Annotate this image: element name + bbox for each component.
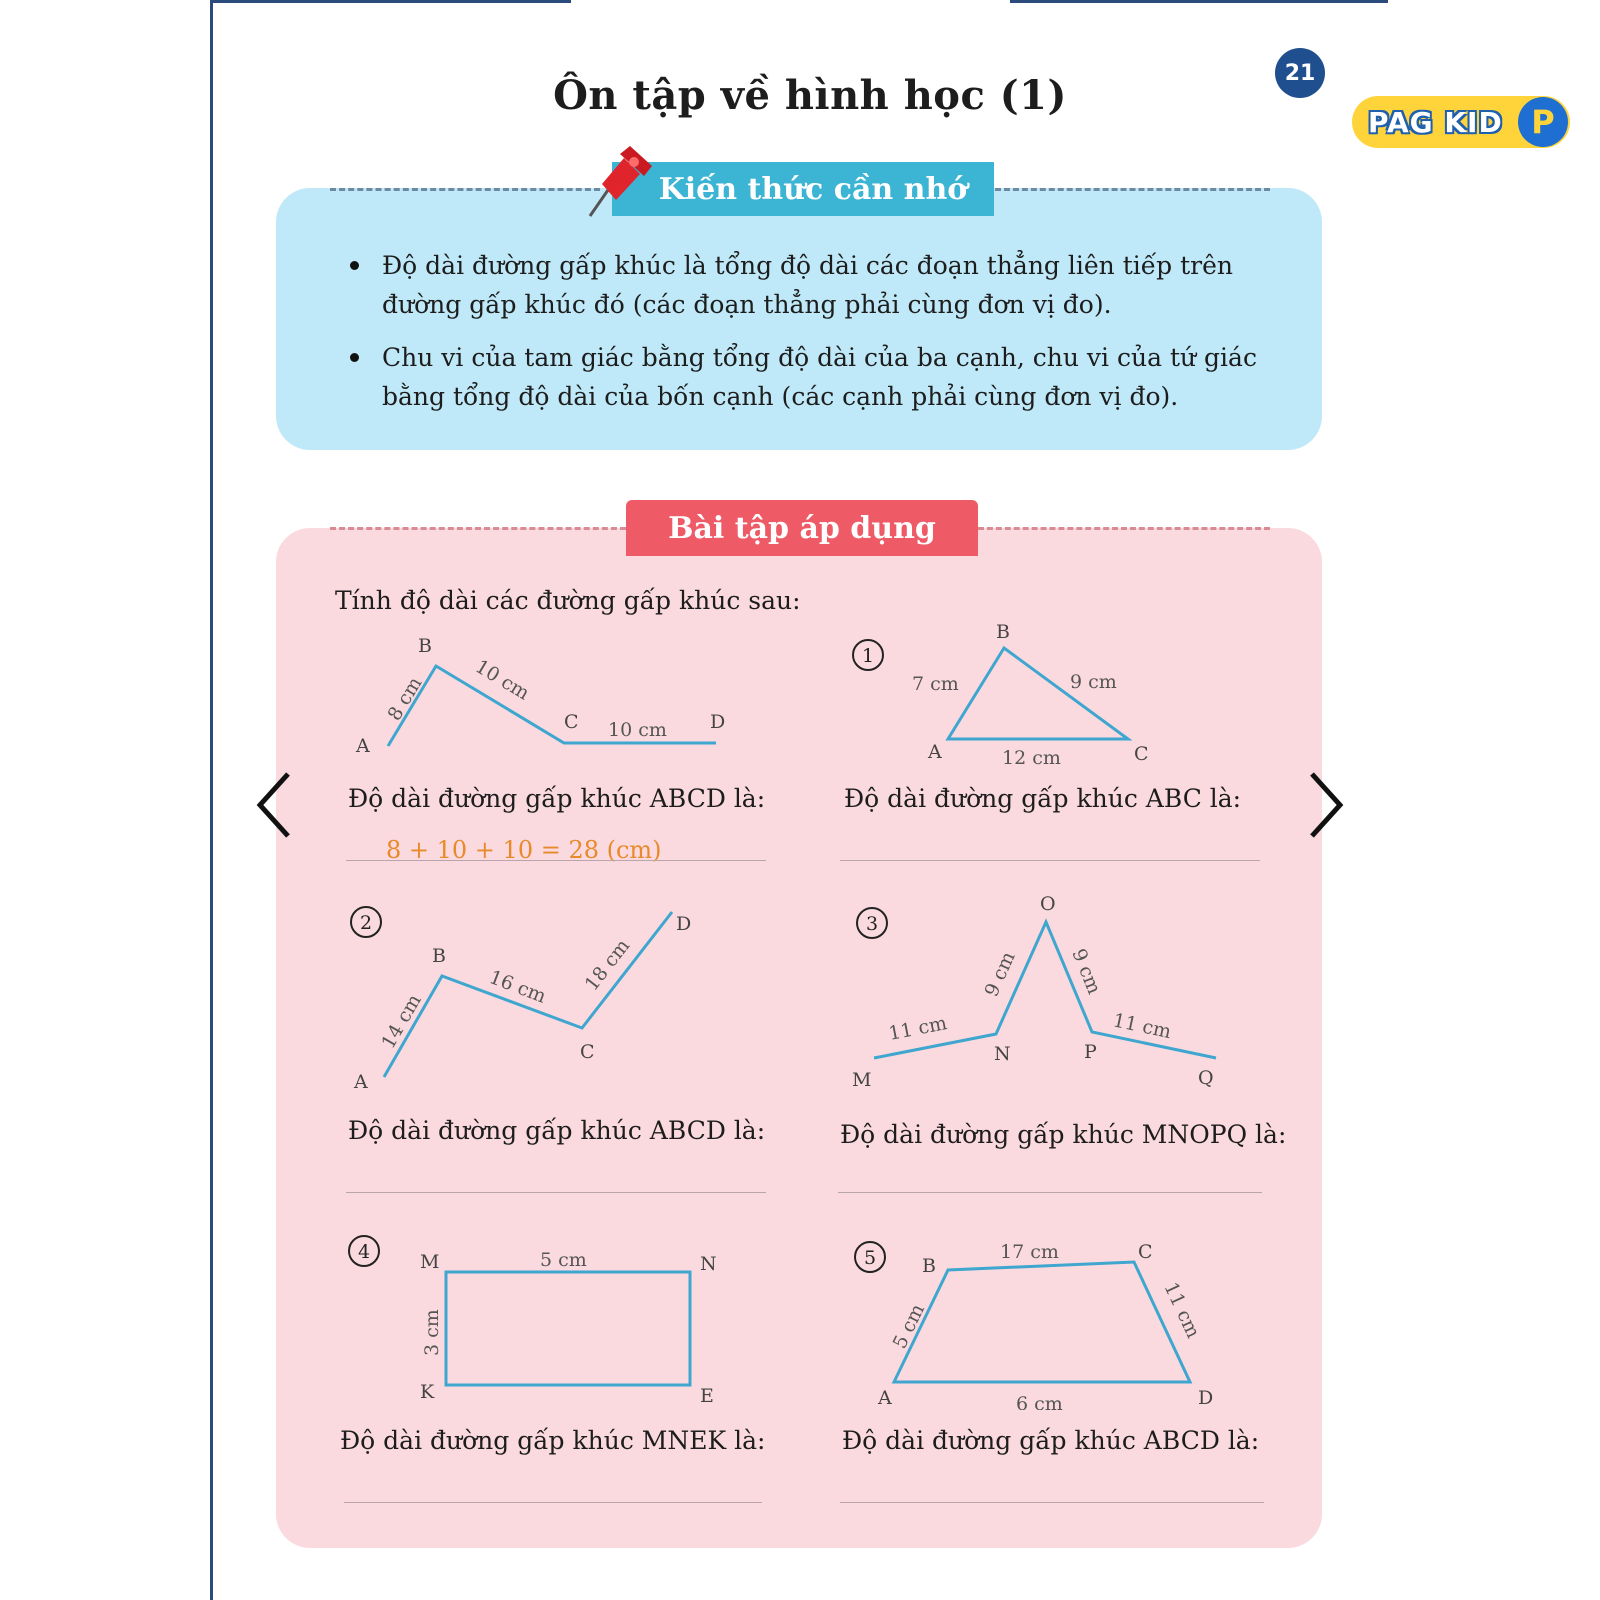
point-label: C [1138,1241,1153,1263]
pushpin-icon [588,144,660,220]
q2-question-label: Độ dài đường gấp khúc ABCD là: [348,1116,766,1145]
answer-line-q3 [838,1192,1262,1193]
q5-question-label: Độ dài đường gấp khúc ABCD là: [842,1426,1260,1455]
point-label: E [700,1385,714,1407]
point-label: D [676,913,692,935]
length-label: 11 cm [886,1012,949,1045]
length-label: 9 cm [980,948,1020,1001]
question-number: 3 [866,913,879,935]
q3-polyline-figure [846,890,1226,1100]
q4-question-label: Độ dài đường gấp khúc MNEK là: [340,1426,766,1455]
q4-rectangle-figure [340,1220,740,1410]
length-label: 6 cm [1016,1393,1063,1410]
example-answer: 8 + 10 + 10 = 28 (cm) [386,836,662,864]
point-label: C [1134,743,1149,765]
point-label: B [432,945,446,967]
knowledge-dash-right [995,188,1270,191]
length-label: 10 cm [608,719,667,741]
page-top-border-right [1010,0,1388,3]
question-number: 4 [358,1241,371,1263]
answer-line-example [346,860,766,861]
length-label: 17 cm [1000,1241,1059,1263]
knowledge-dash-left [330,188,600,191]
point-label: P [1084,1041,1097,1063]
q5-trapezoid-figure [846,1220,1226,1410]
example-polyline-figure [350,630,740,760]
length-label: 14 cm [377,990,426,1053]
bullet-icon [350,261,359,270]
length-label: 5 cm [540,1249,587,1271]
length-label: 11 cm [1110,1009,1174,1044]
point-label: D [1198,1387,1214,1409]
point-label: N [700,1253,717,1275]
q5-trapezoid [894,1262,1190,1382]
question-number: 5 [864,1247,877,1269]
point-label: B [996,622,1010,643]
example-question-label: Độ dài đường gấp khúc ABCD là: [348,784,766,813]
length-label: 5 cm [888,1300,930,1353]
chevron-right-icon[interactable] [1306,770,1346,840]
length-label: 7 cm [912,673,959,695]
question-number: 2 [360,912,373,934]
point-label: B [418,635,432,657]
logo-text: PAG KID [1368,105,1503,139]
point-label: N [994,1043,1011,1065]
q3-question-label: Độ dài đường gấp khúc MNOPQ là: [840,1120,1287,1149]
length-label: 16 cm [486,966,550,1008]
exercise-dash-left [330,527,626,530]
point-label: M [852,1069,872,1091]
chevron-left-icon[interactable] [254,770,294,840]
q1-question-label: Độ dài đường gấp khúc ABC là: [844,784,1242,813]
point-label: A [928,741,942,763]
point-label: C [580,1041,595,1063]
bullet-icon [350,353,359,362]
point-label: K [420,1381,435,1403]
pagkid-logo [1352,96,1570,148]
exercise-header: Bài tập áp dụng [626,500,978,556]
q2-polyline-figure [346,890,726,1100]
question-number: 1 [862,645,875,667]
length-label: 18 cm [580,935,635,996]
knowledge-bullet-2: Chu vi của tam giác bằng tổng độ dài của ba cạnh, chu vi của tứ giác bằng tổng độ dài của bốn cạnh (các cạnh phải cùng đơn vị đo). [350,338,1262,416]
point-label: O [1040,893,1056,915]
length-label: 11 cm [1159,1278,1205,1342]
exercise-dash-right [978,527,1270,530]
answer-line-q5 [840,1502,1264,1503]
length-label: 9 cm [1067,945,1106,998]
answer-line-q4 [344,1502,762,1503]
knowledge-header: Kiến thức cần nhớ [612,162,994,216]
point-label: B [922,1255,936,1277]
q1-triangle [948,648,1128,739]
logo-p-icon: P [1518,97,1568,147]
point-label: A [354,1071,368,1093]
page-top-border-left [213,0,571,3]
length-label: 8 cm [383,673,427,725]
page-left-border [210,0,213,1600]
q1-triangle-figure [846,622,1166,772]
point-label: C [564,711,579,733]
point-label: A [356,735,370,757]
answer-line-q2 [346,1192,766,1193]
point-label: A [878,1387,892,1409]
knowledge-bullet-1: Độ dài đường gấp khúc là tổng độ dài các đoạn thẳng liên tiếp trên đường gấp khúc đó (các đoạn thẳng phải cùng đơn vị đo). [350,246,1262,324]
answer-line-q1 [840,860,1260,861]
exercise-instruction: Tính độ dài các đường gấp khúc sau: [335,586,801,615]
length-label: 12 cm [1002,747,1061,769]
page-number-badge: 21 [1275,48,1325,98]
point-label: Q [1198,1067,1214,1089]
length-label: 10 cm [471,655,534,705]
length-label: 3 cm [421,1309,443,1356]
point-label: D [710,711,726,733]
page-title: Ôn tập về hình học (1) [553,72,1067,119]
q4-rectangle [446,1272,690,1385]
length-label: 9 cm [1070,671,1117,693]
point-label: M [420,1251,440,1273]
